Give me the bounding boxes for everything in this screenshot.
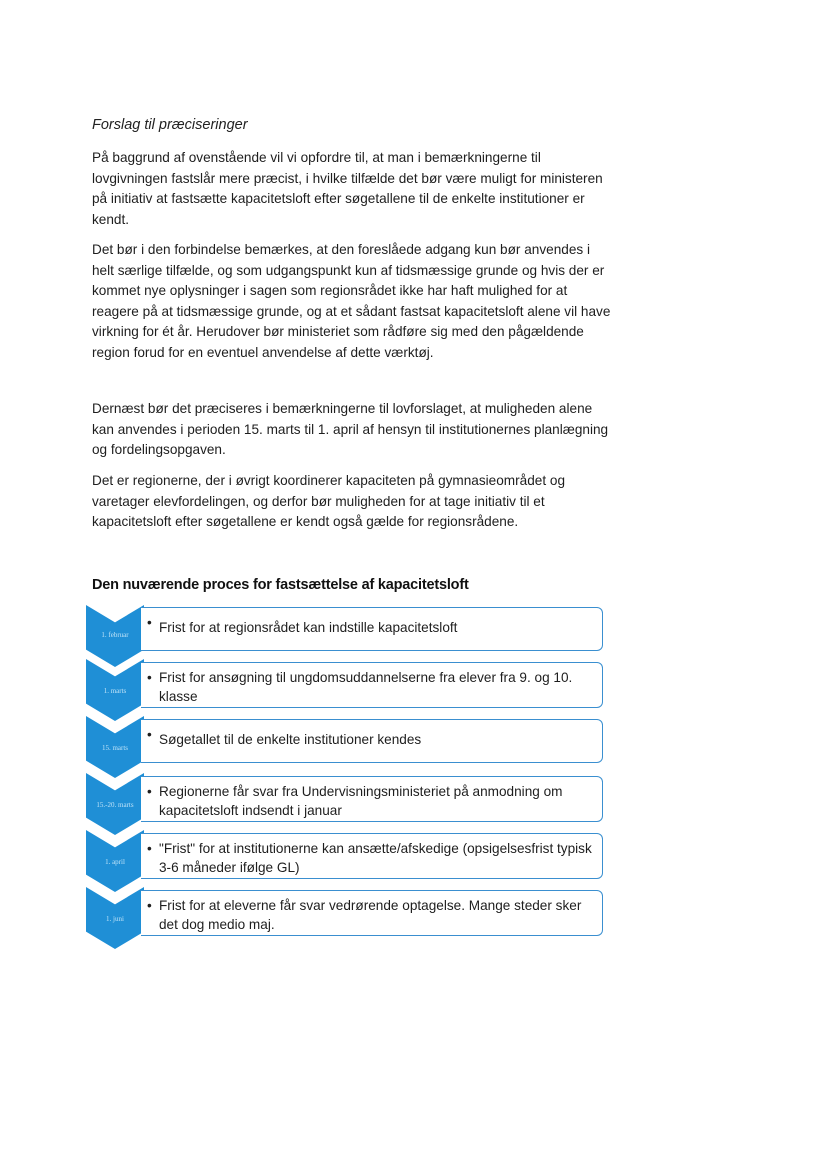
timeline-step-1	[141, 607, 603, 651]
bullet-icon: •	[147, 615, 152, 630]
step-date-label: 15. marts	[101, 744, 129, 752]
paragraph-2: Det bør i den forbindelse bemærkes, at den foreslåede adgang kun bør anvendes i helt særlige tilfælde, og som udgangspunkt kun af tidsmæssige grunde og hvis der er kommet nye oplysninger i sagen som regionsrådet ikke har haft mulighed for at reagere på at tidsmæssige grunde, og at et sådant fastsat kapacitetsloft alene vil have virkning for ét år. Herudover bør ministeriet som rådføre sig med den pågældende region forud for en eventuel anvendelse af dette værktøj.	[92, 242, 611, 360]
timeline-step-3	[141, 719, 603, 763]
step-date-label: 1. juni	[106, 915, 124, 923]
bullet-icon: •	[147, 784, 152, 799]
paragraph-3: Dernæst bør det præciseres i bemærkningerne til lovforslaget, at muligheden alene kan anvendes i perioden 15. marts til 1. april af hensyn til institutionernes planlægning og fordelingsopgaven.	[92, 401, 609, 458]
bullet-icon: •	[147, 727, 152, 742]
step-text: Frist for at eleverne får svar vedrørende optagelse. Mange steder sker det dog medio maj.	[159, 898, 582, 932]
bullet-icon: •	[147, 841, 152, 856]
step-date-label: 1. april	[105, 858, 125, 866]
step-text: Frist for ansøgning til ungdomsuddannelserne fra elever fra 9. og 10. klasse	[159, 670, 573, 704]
paragraph-1: På baggrund af ovenstående vil vi opfordre til, at man i bemærkningerne til lovgivningen fastslår mere præcist, i hvilke tilfælde det bør være muligt for ministeren på initiativ at fastsætte kapacitetsloft efter søgetallene til de enkelte institutioner er kendt.	[92, 150, 603, 227]
step-date-label: 1. februar	[101, 631, 129, 639]
process-timeline	[86, 605, 616, 965]
timeline-step-6	[141, 890, 603, 936]
bullet-icon: •	[147, 670, 152, 685]
timeline-step-2	[141, 662, 603, 708]
step-text: Frist for at regionsrådet kan indstille kapacitetsloft	[159, 620, 458, 635]
bullet-icon: •	[147, 898, 152, 913]
step-date-label: 15.-20. marts	[96, 801, 134, 809]
step-date-label: 1. marts	[103, 687, 127, 695]
step-text: Søgetallet til de enkelte institutioner kendes	[159, 732, 422, 747]
timeline-step-5	[141, 833, 603, 879]
process-title: Den nuværende proces for fastsættelse af kapacitetsloft	[92, 577, 469, 593]
step-text: "Frist" for at institutionerne kan ansætte/afskedige (opsigelsesfrist typisk 3-6 måneder ifølge GL)	[159, 841, 592, 875]
section-heading: Forslag til præciseringer	[92, 117, 248, 133]
timeline-step-4	[141, 776, 603, 822]
paragraph-4: Det er regionerne, der i øvrigt koordinerer kapaciteten på gymnasieområdet og varetager elevfordelingen, og derfor bør muligheden for at tage initiativ til et kapacitetsloft efter søgetallene er kendt også gælde for regionsrådene.	[92, 473, 566, 530]
step-text: Regionerne får svar fra Undervisningsministeriet på anmodning om kapacitetsloft indsendt i januar	[159, 784, 563, 818]
